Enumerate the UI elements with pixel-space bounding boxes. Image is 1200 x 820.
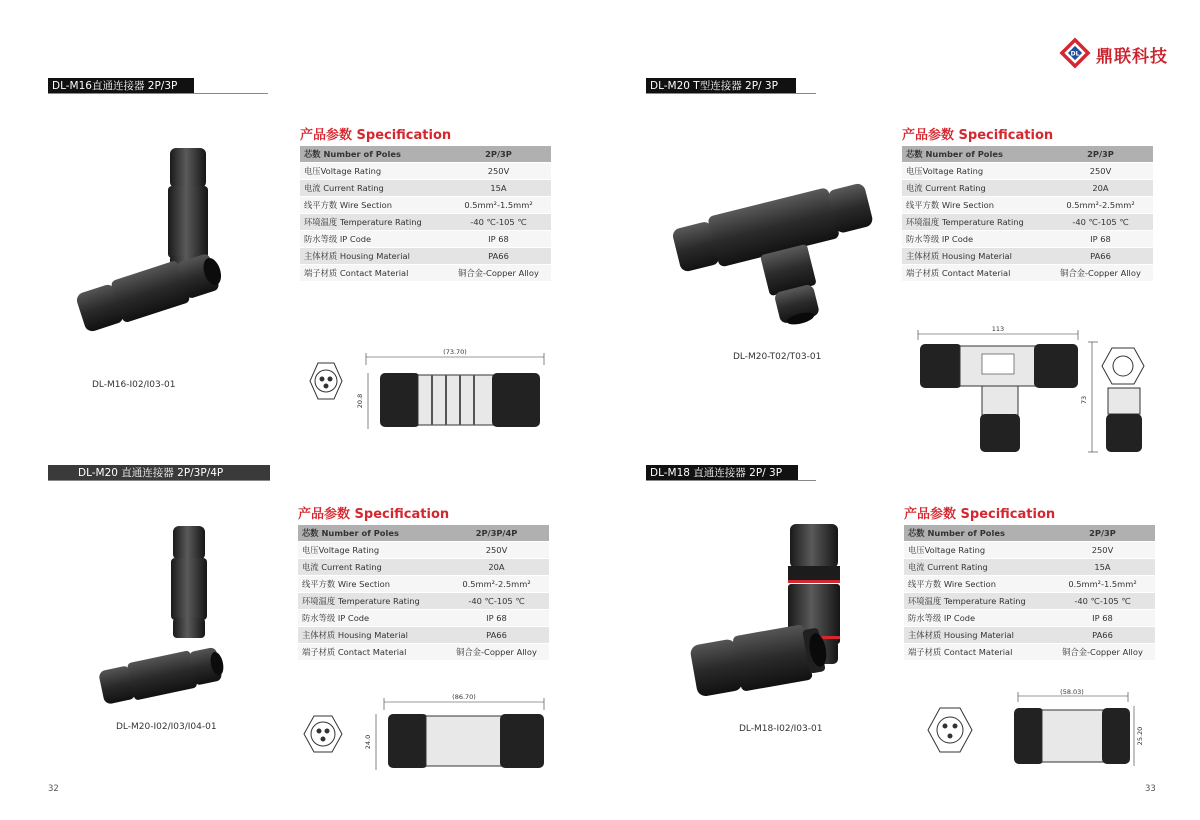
spec-row: 主体材质 Housing Material PA66: [300, 248, 551, 265]
svg-text:(86.70): (86.70): [452, 693, 476, 701]
spec-row: 端子材质 Contact Material 铜合金-Copper Alloy: [902, 265, 1153, 282]
m20t-dimension-drawing: [912, 322, 1162, 462]
spec-row: 线平方数 Wire Section 0.5mm²-2.5mm²: [902, 197, 1153, 214]
m18-dimension-drawing: [920, 686, 1170, 776]
brand-logo: [1058, 36, 1168, 68]
spec-row: 电压Voltage Rating 250V: [902, 163, 1153, 180]
spec-row: 线平方数 Wire Section 0.5mm²-1.5mm²: [904, 576, 1155, 593]
m20-dimension-drawing: [296, 690, 556, 780]
page-number-right: 33: [1145, 784, 1156, 794]
spec-row: 芯数 Number of Poles 2P/3P: [904, 525, 1155, 542]
brand-name: 鼎联科技: [1096, 47, 1168, 67]
section-rule: [646, 480, 816, 481]
m20t-product-photo: [672, 165, 882, 330]
spec-row: 环境温度 Temperature Rating -40 ℃-105 ℃: [300, 214, 551, 231]
spec-table-m20: [298, 525, 549, 661]
spec-row: 环境温度 Temperature Rating -40 ℃-105 ℃: [902, 214, 1153, 231]
spec-row: 环境温度 Temperature Rating -40 ℃-105 ℃: [298, 593, 549, 610]
spec-row: 防水等级 IP Code IP 68: [902, 231, 1153, 248]
spec-row: 电压Voltage Rating 250V: [298, 542, 549, 559]
m18-product-photo: [690, 518, 850, 718]
spec-table-m18: [904, 525, 1155, 661]
section-rule: [646, 93, 816, 94]
section-heading-m18: DL-M18 直通连接器 2P/ 3P: [646, 465, 798, 481]
spec-title: 产品参数 Specification: [298, 507, 450, 522]
m20-product-photo: [95, 520, 235, 710]
section-heading-m20t: DL-M20 T型连接器 2P/ 3P: [646, 78, 796, 94]
svg-text:20.8: 20.8: [356, 393, 364, 409]
model-number: DL-M16-I02/I03-01: [92, 380, 176, 390]
svg-text:25.20: 25.20: [1136, 726, 1144, 746]
svg-text:DL: DL: [1070, 50, 1080, 58]
spec-row: 线平方数 Wire Section 0.5mm²-1.5mm²: [300, 197, 551, 214]
svg-text:73: 73: [1080, 395, 1088, 405]
spec-row: 芯数 Number of Poles 2P/3P/4P: [298, 525, 549, 542]
spec-title: 产品参数 Specification: [300, 128, 452, 143]
spec-row: 端子材质 Contact Material 铜合金-Copper Alloy: [300, 265, 551, 282]
model-number: DL-M20-T02/T03-01: [733, 352, 822, 362]
m16-product-photo: [70, 140, 240, 350]
model-number: DL-M20-I02/I03/I04-01: [116, 722, 217, 732]
spec-row: 电流 Current Rating 20A: [298, 559, 549, 576]
spec-table-m20t: [902, 146, 1153, 282]
spec-row: 线平方数 Wire Section 0.5mm²-2.5mm²: [298, 576, 549, 593]
spec-row: 电压Voltage Rating 250V: [904, 542, 1155, 559]
svg-text:113: 113: [991, 325, 1005, 333]
spec-row: 防水等级 IP Code IP 68: [300, 231, 551, 248]
spec-row: 主体材质 Housing Material PA66: [902, 248, 1153, 265]
svg-text:(58.03): (58.03): [1060, 688, 1084, 696]
spec-row: 环境温度 Temperature Rating -40 ℃-105 ℃: [904, 593, 1155, 610]
m16-dimension-drawing: [296, 343, 556, 433]
spec-row: 芯数 Number of Poles 2P/3P: [300, 146, 551, 163]
spec-row: 电流 Current Rating 15A: [300, 180, 551, 197]
page-number-left: 32: [48, 784, 59, 794]
spec-row: 端子材质 Contact Material 铜合金-Copper Alloy: [298, 644, 549, 661]
svg-text:(73.70): (73.70): [443, 348, 467, 356]
section-rule: [48, 93, 268, 94]
spec-row: 电压Voltage Rating 250V: [300, 163, 551, 180]
spec-title: 产品参数 Specification: [902, 128, 1054, 143]
spec-row: 端子材质 Contact Material 铜合金-Copper Alloy: [904, 644, 1155, 661]
spec-row: 电流 Current Rating 15A: [904, 559, 1155, 576]
svg-text:24.0: 24.0: [364, 734, 372, 750]
spec-row: 主体材质 Housing Material PA66: [298, 627, 549, 644]
spec-table-m16: [300, 146, 551, 282]
spec-title: 产品参数 Specification: [904, 507, 1056, 522]
spec-row: 芯数 Number of Poles 2P/3P: [902, 146, 1153, 163]
spec-row: 防水等级 IP Code IP 68: [298, 610, 549, 627]
spec-row: 防水等级 IP Code IP 68: [904, 610, 1155, 627]
dl-logo-icon: [1058, 36, 1092, 70]
section-heading-m16: DL-M16直通连接器 2P/3P: [48, 78, 194, 94]
section-rule: [48, 480, 270, 481]
spec-row: 主体材质 Housing Material PA66: [904, 627, 1155, 644]
model-number: DL-M18-I02/I03-01: [739, 724, 823, 734]
spec-row: 电流 Current Rating 20A: [902, 180, 1153, 197]
section-heading-m20: DL-M20 直通连接器 2P/3P/4P: [48, 465, 270, 481]
